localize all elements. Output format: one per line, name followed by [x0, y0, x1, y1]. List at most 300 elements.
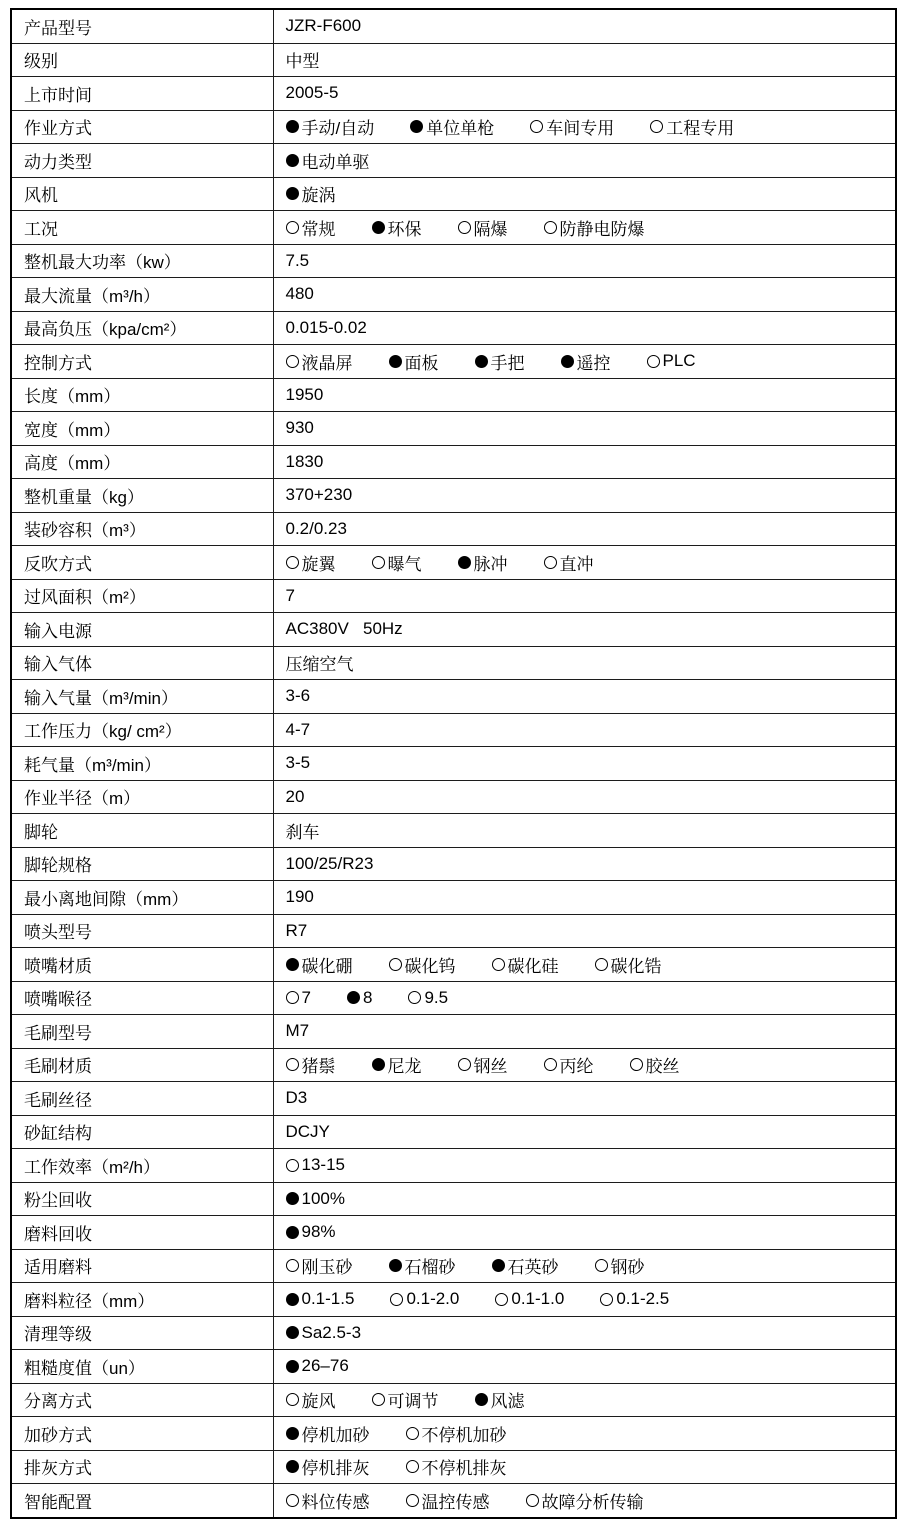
- spec-label: 粗糙度值（un）: [11, 1350, 273, 1384]
- option-group: [286, 1454, 890, 1479]
- spec-option-label: 料位传感: [301, 1492, 370, 1512]
- spec-value-cell: [273, 579, 896, 613]
- radio-filled-icon: [475, 355, 488, 368]
- spec-row: [11, 512, 896, 546]
- spec-value-cell: [273, 311, 896, 345]
- spec-option: [492, 952, 559, 977]
- spec-option: [389, 349, 439, 374]
- spec-option-label: 电动单驱: [301, 152, 370, 172]
- spec-option-label: 不停机加砂: [421, 1425, 507, 1445]
- spec-option-label: 风滤: [490, 1392, 525, 1412]
- spec-row: [11, 345, 896, 379]
- spec-label: 喷嘴喉径: [11, 981, 273, 1015]
- spec-value-cell: [273, 110, 896, 144]
- spec-option: [458, 215, 508, 240]
- spec-option: [347, 988, 372, 1008]
- spec-row: [11, 680, 896, 714]
- spec-option-label: 温控传感: [421, 1492, 490, 1512]
- radio-empty-icon: [495, 1293, 508, 1306]
- spec-row: [11, 613, 896, 647]
- spec-label: 磨料回收: [11, 1216, 273, 1250]
- radio-empty-icon: [406, 1460, 419, 1473]
- spec-option: [544, 215, 645, 240]
- spec-value-cell: [273, 1484, 896, 1518]
- spec-label: 控制方式: [11, 345, 273, 379]
- option-group: [286, 1155, 890, 1175]
- radio-filled-icon: [286, 1326, 299, 1339]
- radio-empty-icon: [372, 1393, 385, 1406]
- spec-option: [458, 550, 508, 575]
- spec-row: [11, 1417, 896, 1451]
- option-group: [286, 1323, 890, 1343]
- radio-empty-icon: [286, 1058, 299, 1071]
- spec-label: 反吹方式: [11, 546, 273, 580]
- spec-option-label: 钢砂: [610, 1258, 645, 1278]
- radio-filled-icon: [286, 1460, 299, 1473]
- spec-value-cell: [273, 914, 896, 948]
- spec-option-label: 8: [362, 987, 373, 1007]
- spec-label: 工况: [11, 211, 273, 245]
- spec-value-cell: [273, 1283, 896, 1317]
- spec-option: [458, 1052, 508, 1077]
- radio-empty-icon: [630, 1058, 643, 1071]
- radio-empty-icon: [286, 1494, 299, 1507]
- spec-option-label: 刚玉砂: [301, 1258, 353, 1278]
- spec-option: [495, 1289, 564, 1309]
- spec-option-label: 碳化硅: [507, 956, 559, 976]
- spec-value-cell: [273, 1082, 896, 1116]
- spec-option-label: 钢丝: [473, 1057, 508, 1077]
- radio-empty-icon: [600, 1293, 613, 1306]
- radio-empty-icon: [286, 556, 299, 569]
- spec-value-text: 0.2/0.23: [285, 518, 347, 538]
- spec-option-label: 13-15: [301, 1155, 345, 1175]
- spec-option-label: 防静电防爆: [559, 219, 645, 239]
- radio-empty-icon: [544, 221, 557, 234]
- radio-filled-icon: [458, 556, 471, 569]
- option-group: [286, 114, 890, 139]
- spec-value-cell: [273, 1383, 896, 1417]
- radio-empty-icon: [389, 958, 402, 971]
- option-group: [286, 1222, 890, 1242]
- spec-row: [11, 110, 896, 144]
- spec-label: 长度（mm）: [11, 378, 273, 412]
- spec-row: [11, 1450, 896, 1484]
- option-group: [286, 550, 890, 575]
- spec-value-cell: [273, 445, 896, 479]
- spec-value-text: 4-7: [285, 719, 311, 739]
- spec-label: 最小离地间隙（mm）: [11, 881, 273, 915]
- spec-row: [11, 479, 896, 513]
- spec-row: [11, 1383, 896, 1417]
- spec-row: [11, 1015, 896, 1049]
- spec-option: [406, 1454, 507, 1479]
- spec-option: [286, 1454, 370, 1479]
- spec-label: 输入电源: [11, 613, 273, 647]
- spec-value-text: 930: [285, 418, 314, 438]
- spec-option-label: 猪鬃: [301, 1057, 336, 1077]
- spec-option-label: 旋翼: [301, 554, 336, 574]
- radio-empty-icon: [530, 120, 543, 133]
- spec-option-label: 0.1-1.0: [511, 1289, 565, 1309]
- radio-filled-icon: [286, 1293, 299, 1306]
- spec-option: [286, 1189, 345, 1209]
- option-group: [286, 952, 890, 977]
- spec-option: [372, 1387, 439, 1412]
- spec-option-label: 尼龙: [387, 1057, 422, 1077]
- spec-option: [286, 1387, 336, 1412]
- spec-value-cell: [273, 1048, 896, 1082]
- spec-option: [286, 1052, 336, 1077]
- spec-row: [11, 445, 896, 479]
- spec-option-label: 单位单枪: [426, 119, 495, 139]
- spec-label: 智能配置: [11, 1484, 273, 1518]
- radio-filled-icon: [372, 221, 385, 234]
- radio-empty-icon: [526, 1494, 539, 1507]
- spec-label: 上市时间: [11, 77, 273, 111]
- spec-option: [286, 114, 375, 139]
- radio-empty-icon: [492, 958, 505, 971]
- spec-value-text: 刹车: [285, 822, 320, 842]
- spec-value-text: 7.5: [285, 250, 310, 270]
- spec-option-label: 停机排灰: [301, 1459, 370, 1479]
- spec-row: [11, 780, 896, 814]
- spec-option: [286, 1155, 345, 1175]
- spec-option: [286, 1356, 349, 1376]
- spec-label: 工作压力（kg/ cm²）: [11, 713, 273, 747]
- spec-option: [372, 1052, 422, 1077]
- spec-value-text: 3-5: [285, 753, 311, 773]
- spec-option-label: 手动/自动: [301, 119, 375, 139]
- spec-option: [406, 1421, 507, 1446]
- spec-value-cell: [273, 981, 896, 1015]
- spec-option-label: 石榴砂: [404, 1258, 456, 1278]
- spec-label: 喷嘴材质: [11, 948, 273, 982]
- spec-value-cell: [273, 1450, 896, 1484]
- spec-value-cell: [273, 680, 896, 714]
- spec-option: [372, 550, 422, 575]
- spec-value-cell: [273, 948, 896, 982]
- spec-row: [11, 211, 896, 245]
- spec-value-cell: [273, 211, 896, 245]
- spec-label: 毛刷型号: [11, 1015, 273, 1049]
- spec-value-cell: [273, 881, 896, 915]
- radio-empty-icon: [544, 1058, 557, 1071]
- radio-filled-icon: [347, 991, 360, 1004]
- spec-option: [544, 1052, 594, 1077]
- radio-empty-icon: [544, 556, 557, 569]
- spec-value-text: AC380V 50Hz: [285, 619, 403, 639]
- spec-value-cell: [273, 1149, 896, 1183]
- spec-label: 级别: [11, 43, 273, 77]
- spec-option: [630, 1052, 680, 1077]
- spec-option: [286, 988, 311, 1008]
- spec-option-label: 100%: [301, 1188, 345, 1208]
- spec-option: [286, 215, 336, 240]
- option-group: [286, 1488, 890, 1513]
- radio-filled-icon: [389, 355, 402, 368]
- spec-label: 脚轮规格: [11, 847, 273, 881]
- option-group: [286, 1421, 890, 1446]
- spec-option-label: 碳化锆: [610, 956, 662, 976]
- spec-row: [11, 814, 896, 848]
- spec-value-text: 3-6: [285, 686, 311, 706]
- spec-value-cell: [273, 1417, 896, 1451]
- spec-value-text: D3: [285, 1088, 308, 1108]
- spec-label: 输入气量（m³/min）: [11, 680, 273, 714]
- spec-value-text: 20: [285, 786, 305, 806]
- spec-value-text: 370+230: [285, 485, 353, 505]
- option-group: [286, 1253, 890, 1278]
- radio-filled-icon: [492, 1259, 505, 1272]
- spec-label: 风机: [11, 177, 273, 211]
- spec-option-label: 隔爆: [473, 219, 508, 239]
- spec-row: [11, 881, 896, 915]
- spec-row: [11, 378, 896, 412]
- spec-label: 装砂容积（m³）: [11, 512, 273, 546]
- spec-option-label: 面板: [404, 353, 439, 373]
- radio-empty-icon: [458, 221, 471, 234]
- spec-value-cell: [273, 1249, 896, 1283]
- spec-option-label: 碳化钨: [404, 956, 456, 976]
- spec-option-label: 手把: [490, 353, 525, 373]
- spec-option-label: 车间专用: [546, 119, 615, 139]
- spec-label: 动力类型: [11, 144, 273, 178]
- spec-label: 适用磨料: [11, 1249, 273, 1283]
- spec-option: [650, 114, 734, 139]
- spec-row: [11, 1249, 896, 1283]
- spec-value-cell: [273, 613, 896, 647]
- option-group: [286, 215, 890, 240]
- spec-value-cell: [273, 378, 896, 412]
- spec-value-cell: [273, 479, 896, 513]
- spec-option: [647, 351, 696, 371]
- spec-row: [11, 1149, 896, 1183]
- spec-option: [475, 1387, 525, 1412]
- spec-label: 喷头型号: [11, 914, 273, 948]
- spec-option: [526, 1488, 644, 1513]
- spec-label: 高度（mm）: [11, 445, 273, 479]
- spec-value-cell: [273, 780, 896, 814]
- radio-empty-icon: [286, 355, 299, 368]
- spec-label: 最大流量（m³/h）: [11, 278, 273, 312]
- radio-filled-icon: [372, 1058, 385, 1071]
- spec-option: [595, 1253, 645, 1278]
- spec-value-cell: [273, 9, 896, 43]
- spec-value-text: DCJY: [285, 1121, 330, 1141]
- radio-empty-icon: [286, 991, 299, 1004]
- spec-value-cell: [273, 847, 896, 881]
- spec-option: [600, 1289, 669, 1309]
- spec-label: 排灰方式: [11, 1450, 273, 1484]
- radio-empty-icon: [458, 1058, 471, 1071]
- option-group: [286, 1387, 890, 1412]
- radio-empty-icon: [286, 1159, 299, 1172]
- spec-option: [475, 349, 525, 374]
- spec-row: [11, 77, 896, 111]
- spec-option: [492, 1253, 559, 1278]
- spec-row: [11, 546, 896, 580]
- spec-label: 最高负压（kpa/cm²）: [11, 311, 273, 345]
- spec-option-label: 石英砂: [507, 1258, 559, 1278]
- spec-option-label: 碳化硼: [301, 956, 353, 976]
- spec-label: 耗气量（m³/min）: [11, 747, 273, 781]
- spec-label: 工作效率（m²/h）: [11, 1149, 273, 1183]
- spec-row: [11, 1350, 896, 1384]
- spec-label: 砂缸结构: [11, 1115, 273, 1149]
- spec-option: [390, 1289, 459, 1309]
- spec-option-label: 7: [301, 987, 311, 1007]
- spec-option-label: 丙纶: [559, 1057, 594, 1077]
- spec-value-cell: [273, 1350, 896, 1384]
- radio-filled-icon: [286, 1427, 299, 1440]
- spec-option-label: 胶丝: [645, 1057, 680, 1077]
- radio-filled-icon: [286, 958, 299, 971]
- spec-option-label: 26–76: [301, 1356, 349, 1376]
- radio-filled-icon: [389, 1259, 402, 1272]
- radio-empty-icon: [595, 1259, 608, 1272]
- spec-label: 作业方式: [11, 110, 273, 144]
- spec-row: [11, 1484, 896, 1518]
- spec-table-body: [11, 9, 896, 1518]
- radio-filled-icon: [286, 120, 299, 133]
- spec-value-cell: [273, 512, 896, 546]
- radio-filled-icon: [286, 154, 299, 167]
- spec-option-label: 直冲: [559, 554, 594, 574]
- spec-row: [11, 1216, 896, 1250]
- product-spec-table: [10, 8, 897, 1519]
- spec-option-label: Sa2.5-3: [301, 1322, 362, 1342]
- spec-option-label: PLC: [662, 351, 696, 371]
- spec-value-text: 中型: [285, 52, 320, 72]
- radio-empty-icon: [286, 1393, 299, 1406]
- spec-label: 加砂方式: [11, 1417, 273, 1451]
- spec-option-label: 脉冲: [473, 554, 508, 574]
- spec-row: [11, 914, 896, 948]
- radio-filled-icon: [475, 1393, 488, 1406]
- spec-label: 毛刷材质: [11, 1048, 273, 1082]
- spec-option-label: 旋风: [301, 1392, 336, 1412]
- spec-option: [561, 349, 611, 374]
- radio-empty-icon: [372, 556, 385, 569]
- spec-option: [286, 349, 353, 374]
- spec-row: [11, 1283, 896, 1317]
- spec-value-cell: [273, 1182, 896, 1216]
- option-group: [286, 148, 890, 173]
- spec-value-cell: [273, 646, 896, 680]
- radio-filled-icon: [286, 1226, 299, 1239]
- option-group: [286, 1189, 890, 1209]
- spec-label: 粉尘回收: [11, 1182, 273, 1216]
- spec-value-cell: [273, 1115, 896, 1149]
- spec-value-text: 7: [285, 585, 295, 605]
- spec-option: [286, 1488, 370, 1513]
- option-group: [286, 349, 890, 374]
- spec-option-label: 9.5: [424, 987, 449, 1007]
- spec-option-label: 故障分析传输: [541, 1492, 644, 1512]
- spec-row: [11, 1082, 896, 1116]
- spec-value-cell: [273, 43, 896, 77]
- spec-label: 宽度（mm）: [11, 412, 273, 446]
- option-group: [286, 1289, 890, 1309]
- spec-label: 产品型号: [11, 9, 273, 43]
- spec-option: [544, 550, 594, 575]
- spec-option: [286, 181, 336, 206]
- spec-value-cell: [273, 345, 896, 379]
- radio-empty-icon: [286, 1259, 299, 1272]
- radio-filled-icon: [410, 120, 423, 133]
- option-group: [286, 1356, 890, 1376]
- radio-filled-icon: [286, 187, 299, 200]
- spec-value-text: 1830: [285, 451, 324, 471]
- spec-label: 脚轮: [11, 814, 273, 848]
- spec-option: [406, 1488, 490, 1513]
- radio-empty-icon: [406, 1494, 419, 1507]
- spec-label: 输入气体: [11, 646, 273, 680]
- spec-value-cell: [273, 747, 896, 781]
- spec-option: [372, 215, 422, 240]
- spec-option: [286, 1289, 355, 1309]
- spec-label: 磨料粒径（mm）: [11, 1283, 273, 1317]
- spec-row: [11, 579, 896, 613]
- spec-value-text: R7: [285, 920, 308, 940]
- spec-option-label: 环保: [387, 219, 422, 239]
- radio-empty-icon: [647, 355, 660, 368]
- spec-option-label: 液晶屏: [301, 353, 353, 373]
- spec-row: [11, 244, 896, 278]
- spec-option: [286, 1421, 370, 1446]
- spec-row: [11, 747, 896, 781]
- spec-row: [11, 1182, 896, 1216]
- spec-value-cell: [273, 814, 896, 848]
- radio-empty-icon: [286, 221, 299, 234]
- spec-option: [286, 1222, 336, 1242]
- spec-value-cell: [273, 1216, 896, 1250]
- spec-value-cell: [273, 278, 896, 312]
- spec-label: 过风面积（m²）: [11, 579, 273, 613]
- spec-value-cell: [273, 244, 896, 278]
- spec-value-cell: [273, 77, 896, 111]
- spec-option-label: 0.1-2.5: [616, 1289, 670, 1309]
- spec-value-text: 190: [285, 887, 314, 907]
- spec-value-cell: [273, 1316, 896, 1350]
- spec-value-cell: [273, 1015, 896, 1049]
- spec-option-label: 不停机排灰: [421, 1459, 507, 1479]
- spec-value-text: 480: [285, 284, 314, 304]
- spec-value-cell: [273, 546, 896, 580]
- radio-empty-icon: [408, 991, 421, 1004]
- option-group: [286, 1052, 890, 1077]
- spec-row: [11, 9, 896, 43]
- spec-label: 分离方式: [11, 1383, 273, 1417]
- spec-label: 清理等级: [11, 1316, 273, 1350]
- radio-filled-icon: [286, 1192, 299, 1205]
- spec-row: [11, 278, 896, 312]
- spec-option-label: 停机加砂: [301, 1425, 370, 1445]
- spec-option: [530, 114, 614, 139]
- spec-row: [11, 177, 896, 211]
- spec-row: [11, 981, 896, 1015]
- spec-option-label: 0.1-1.5: [301, 1289, 355, 1309]
- spec-value-text: 1950: [285, 384, 324, 404]
- spec-option: [286, 148, 370, 173]
- spec-row: [11, 713, 896, 747]
- radio-filled-icon: [286, 1360, 299, 1373]
- spec-option: [595, 952, 662, 977]
- spec-label: 整机重量（kg）: [11, 479, 273, 513]
- spec-value-cell: [273, 144, 896, 178]
- spec-value-text: 压缩空气: [285, 655, 354, 675]
